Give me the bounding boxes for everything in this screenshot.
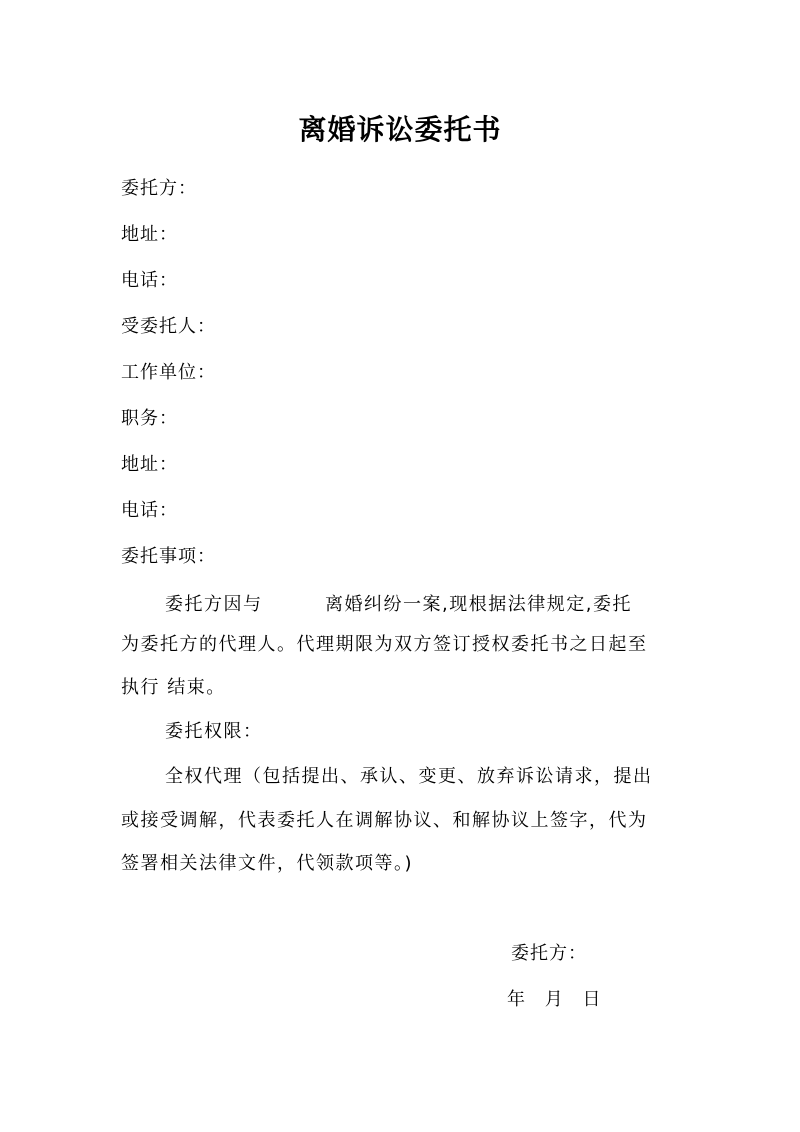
signature-date: [507, 988, 614, 1012]
authority-text-line-2: 或接受调解，代表委托人在调解协议、和解协议上签字，代为: [121, 810, 648, 831]
signature-principal: 委托方：: [511, 943, 587, 964]
authority-heading: 委托权限：: [165, 721, 263, 742]
field-matters: 委托事项：: [121, 546, 216, 567]
date-year: 年: [507, 989, 525, 1010]
field-phone-principal: 电话：: [121, 270, 178, 291]
field-address-agent: 地址：: [121, 454, 178, 475]
date-month: 月: [544, 989, 563, 1010]
date-day: 日: [582, 989, 601, 1010]
field-principal: 委托方：: [121, 178, 197, 199]
authority-text-line-3: 签署相关法律文件，代领款项等。): [121, 853, 414, 874]
field-workplace: 工作单位：: [121, 362, 216, 383]
field-phone-agent: 电话：: [121, 500, 178, 521]
matter-text-line-2: 为委托方的代理人。代理期限为双方签订授权委托书之日起至: [121, 634, 648, 655]
field-address-principal: 地址：: [121, 224, 178, 245]
matter-text-line-1b: 离婚纠纷一案,现根据法律规定,委托: [325, 594, 632, 615]
matter-text-line-3: 执行 结束。: [121, 677, 226, 698]
matter-text-line-1a: 委托方因与: [165, 594, 263, 615]
field-position: 职务：: [121, 408, 178, 429]
authority-text-line-1: 全权代理（包括提出、承认、变更、放弃诉讼请求，提出: [165, 766, 653, 787]
document-title: 离婚诉讼委托书: [298, 113, 502, 146]
field-agent: 受委托人：: [121, 316, 216, 337]
